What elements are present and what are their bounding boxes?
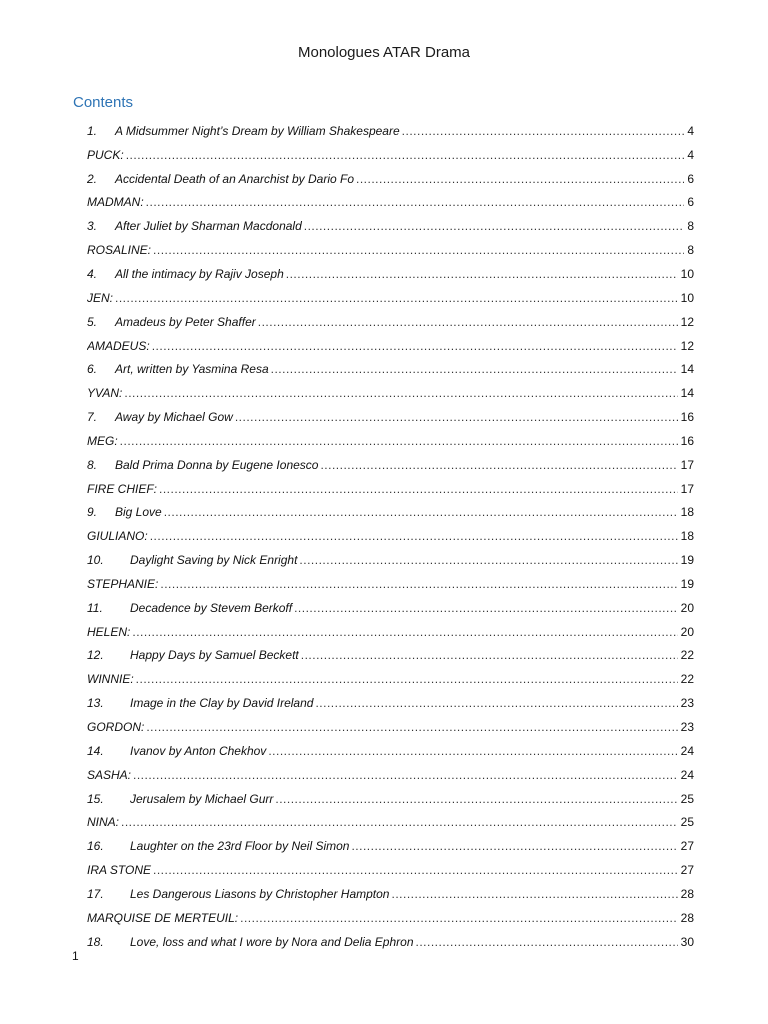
toc-dot-leader — [146, 720, 677, 734]
toc-entry-page: 20 — [680, 600, 694, 615]
toc-entry-title: WINNIE: — [87, 672, 134, 687]
toc-dot-leader — [315, 696, 677, 710]
toc-entry-page: 16 — [680, 410, 694, 425]
toc-entry-title: Away by Michael Gow — [115, 410, 233, 425]
toc-dot-leader — [356, 172, 684, 186]
toc-dot-leader — [159, 482, 678, 496]
toc-entry-play[interactable] — [87, 548, 694, 572]
toc-entry-title: Art, written by Yasmina Resa — [115, 362, 269, 377]
toc-entry-play[interactable] — [87, 644, 694, 668]
toc-entry-play[interactable] — [87, 405, 694, 429]
toc-entry-character[interactable] — [87, 667, 694, 691]
toc-entry-page: 14 — [680, 386, 694, 401]
toc-entry-page: 27 — [680, 839, 694, 854]
toc-entry-title: STEPHANIE: — [87, 576, 159, 591]
toc-entry-title: All the intimacy by Rajiv Joseph — [115, 266, 284, 281]
toc-entry-number: 11. — [87, 600, 103, 615]
toc-dot-leader — [304, 219, 685, 233]
toc-entry-title: SASHA: — [87, 767, 132, 782]
toc-entry-number: 7. — [87, 410, 98, 425]
toc-dot-leader — [416, 935, 678, 949]
toc-entry-title: FIRE CHIEF: — [87, 481, 158, 496]
toc-entry-number: 10. — [87, 553, 104, 568]
toc-entry-title: Jerusalem by Michael Gurr — [130, 791, 274, 806]
toc-entry-title: MEG: — [87, 433, 118, 448]
toc-entry-title: MARQUISE DE MERTEUIL: — [87, 910, 239, 925]
toc-entry-play[interactable] — [87, 501, 694, 525]
toc-entry-title: Accidental Death of an Anarchist by Dario Fo — [115, 171, 355, 186]
toc-entry-play[interactable] — [87, 930, 694, 954]
toc-dot-leader — [402, 124, 685, 138]
toc-entry-number: 18. — [87, 934, 104, 949]
toc-dot-leader — [351, 839, 677, 853]
toc-entry-page: 20 — [680, 624, 694, 639]
toc-dot-leader — [271, 362, 678, 376]
toc-entry-number: 2. — [87, 171, 98, 186]
toc-dot-leader — [258, 315, 678, 329]
toc-dot-leader — [153, 243, 684, 257]
toc-entry-number: 17. — [87, 886, 104, 901]
toc-entry-page: 4 — [687, 123, 694, 138]
toc-entry-number: 6. — [87, 362, 98, 377]
toc-entry-play[interactable] — [87, 691, 694, 715]
toc-entry-page: 14 — [680, 362, 694, 377]
toc-entry-title: AMADEUS: — [87, 338, 150, 353]
toc-dot-leader — [240, 911, 678, 925]
toc-entry-page: 22 — [680, 648, 694, 663]
toc-entry-character[interactable] — [87, 381, 694, 405]
toc-entry-title: Big Love — [115, 505, 162, 520]
toc-entry-page: 16 — [680, 433, 694, 448]
toc-entry-page: 25 — [680, 791, 694, 806]
toc-entry-page: 4 — [687, 147, 694, 162]
toc-entry-page: 17 — [680, 481, 694, 496]
toc-entry-number: 15. — [87, 791, 104, 806]
toc-entry-character[interactable] — [87, 238, 694, 262]
toc-entry-number: 9. — [87, 505, 98, 520]
toc-entry-play[interactable] — [87, 262, 694, 286]
toc-entry-title: Laughter on the 23rd Floor by Neil Simon — [130, 839, 350, 854]
toc-entry-title: GIULIANO: — [87, 529, 148, 544]
toc-entry-title: After Juliet by Sharman Macdonald — [115, 219, 302, 234]
toc-entry-character[interactable] — [87, 143, 694, 167]
toc-entry-title: Happy Days by Samuel Beckett — [130, 648, 299, 663]
toc-dot-leader — [160, 577, 677, 591]
toc-entry-character[interactable] — [87, 906, 694, 930]
toc-entry-page: 12 — [680, 338, 694, 353]
toc-entry-title: Les Dangerous Liasons by Christopher Hampton — [130, 886, 390, 901]
toc-dot-leader — [120, 434, 678, 448]
toc-entry-page: 6 — [687, 171, 694, 186]
toc-entry-page: 23 — [680, 696, 694, 711]
toc-dot-leader — [286, 267, 678, 281]
toc-entry-page: 28 — [680, 886, 694, 901]
toc-entry-character[interactable] — [87, 715, 694, 739]
toc-entry-page: 25 — [680, 815, 694, 830]
toc-entry-page: 22 — [680, 672, 694, 687]
toc-entry-title: MADMAN: — [87, 195, 144, 210]
toc-entry-title: Decadence by Stevem Berkoff — [130, 600, 293, 615]
toc-entry-play[interactable] — [87, 357, 694, 381]
toc-entry-play[interactable] — [87, 739, 694, 763]
toc-entry-number: 3. — [87, 219, 98, 234]
toc-entry-play[interactable] — [87, 882, 694, 906]
toc-dot-leader — [152, 339, 678, 353]
toc-dot-leader — [294, 601, 678, 615]
toc-entry-play[interactable] — [87, 787, 694, 811]
toc-entry-title: Image in the Clay by David Ireland — [130, 696, 314, 711]
toc-entry-character[interactable] — [87, 572, 694, 596]
toc-entry-title: Daylight Saving by Nick Enright — [130, 553, 298, 568]
toc-entry-page: 8 — [687, 219, 694, 234]
toc-dot-leader — [391, 887, 677, 901]
toc-entry-character[interactable] — [87, 620, 694, 644]
toc-entry-play[interactable] — [87, 596, 694, 620]
toc-entry-page: 18 — [680, 529, 694, 544]
document-title: Monologues ATAR Drama — [297, 44, 471, 61]
toc-entry-number: 4. — [87, 266, 98, 281]
toc-entry-title: NINA: — [87, 815, 120, 830]
toc-entry-number: 14. — [87, 743, 104, 758]
toc-entry-title: PUCK: — [87, 147, 124, 162]
toc-entry-character[interactable] — [87, 477, 694, 501]
toc-entry-page: 17 — [680, 457, 694, 472]
toc-entry-title: IRA STONE — [87, 863, 152, 878]
toc-entry-title: Love, loss and what I wore by Nora and Delia Ephron — [130, 934, 414, 949]
toc-entry-page: 19 — [680, 553, 694, 568]
toc-dot-leader — [275, 792, 677, 806]
toc-entry-page: 23 — [680, 720, 694, 735]
toc-dot-leader — [136, 672, 678, 686]
toc-entry-title: HELEN: — [87, 624, 131, 639]
toc-entry-play[interactable] — [87, 310, 694, 334]
toc-entry-character[interactable] — [87, 286, 694, 310]
toc-entry-play[interactable] — [87, 453, 694, 477]
toc-entry-play[interactable] — [87, 834, 694, 858]
toc-entry-title: Ivanov by Anton Chekhov — [130, 743, 267, 758]
toc-dot-leader — [146, 195, 685, 209]
toc-entry-page: 18 — [680, 505, 694, 520]
toc-entry-title: Amadeus by Peter Shaffer — [115, 314, 256, 329]
toc-dot-leader — [124, 386, 677, 400]
toc-entry-number: 16. — [87, 839, 104, 854]
page-number: 1 — [72, 949, 79, 963]
toc-entry-page: 24 — [680, 743, 694, 758]
toc-entry-character[interactable] — [87, 858, 694, 882]
toc-entry-page: 8 — [687, 243, 694, 258]
toc-entry-character[interactable] — [87, 334, 694, 358]
toc-entry-page: 30 — [680, 934, 694, 949]
toc-entry-character[interactable] — [87, 524, 694, 548]
toc-entry-page: 24 — [680, 767, 694, 782]
toc-dot-leader — [133, 768, 678, 782]
toc-dot-leader — [126, 148, 685, 162]
toc-dot-leader — [235, 410, 678, 424]
toc-entry-page: 19 — [680, 576, 694, 591]
table-of-contents — [87, 119, 694, 954]
toc-entry-title: JEN: — [87, 290, 114, 305]
toc-dot-leader — [164, 505, 678, 519]
toc-entry-play[interactable] — [87, 214, 694, 238]
toc-entry-title: A Midsummer Night’s Dream by William Shakespeare — [115, 123, 400, 138]
toc-entry-play[interactable] — [87, 167, 694, 191]
toc-dot-leader — [115, 291, 678, 305]
toc-dot-leader — [320, 458, 677, 472]
toc-entry-number: 5. — [87, 314, 98, 329]
toc-entry-number: 1. — [87, 123, 98, 138]
toc-entry-number: 8. — [87, 457, 98, 472]
toc-entry-title: ROSALINE: — [87, 243, 152, 258]
toc-entry-page: 10 — [680, 290, 694, 305]
toc-dot-leader — [153, 863, 678, 877]
contents-heading: Contents — [73, 94, 134, 111]
toc-entry-page: 27 — [680, 863, 694, 878]
toc-entry-character[interactable] — [87, 763, 694, 787]
toc-entry-page: 12 — [680, 314, 694, 329]
toc-entry-play[interactable] — [87, 119, 694, 143]
toc-entry-character[interactable] — [87, 191, 694, 215]
toc-dot-leader — [132, 625, 677, 639]
toc-entry-page: 6 — [687, 195, 694, 210]
toc-dot-leader — [150, 529, 678, 543]
toc-entry-character[interactable] — [87, 810, 694, 834]
toc-entry-title: GORDON: — [87, 720, 145, 735]
toc-entry-title: Bald Prima Donna by Eugene Ionesco — [115, 457, 319, 472]
toc-dot-leader — [299, 553, 677, 567]
toc-entry-number: 12. — [87, 648, 104, 663]
toc-entry-number: 13. — [87, 696, 104, 711]
toc-dot-leader — [268, 744, 677, 758]
toc-entry-title: YVAN: — [87, 386, 123, 401]
toc-entry-character[interactable] — [87, 429, 694, 453]
toc-dot-leader — [301, 648, 678, 662]
toc-entry-page: 10 — [680, 266, 694, 281]
toc-entry-page: 28 — [680, 910, 694, 925]
toc-dot-leader — [121, 815, 678, 829]
